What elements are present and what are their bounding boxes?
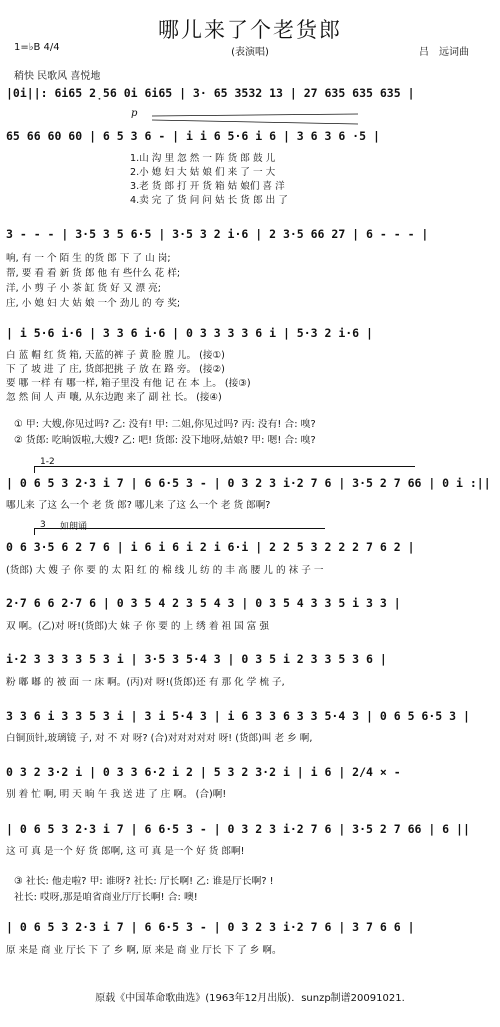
score-line-10-notes: 3 3 6 i 3 3 5 3 i | 3 i 5·4 3 | i 6 3 3 6 3 3 5·4 3 | 0 6 5 6·5 3 |: [6, 709, 470, 723]
lyrics-line-11: 别 着 忙 啊, 明 天 晌 午 我 送 进 了 庄 啊。 (合)啊!: [6, 789, 227, 800]
dialogue-3-line-1: ③ 社长: 他走啦? 甲: 谁呀? 社长: 厅长啊! 乙: 谁是厅长啊? !: [14, 876, 274, 887]
page-title: 哪儿来了个老货郎: [158, 18, 342, 42]
lyrics-line-4-verse-1: 白 蓝 帽 红 货 箱, 天蓝的裤 子 黄 脸 膛 儿。 (接①): [6, 350, 225, 361]
recitative-marking: 如朗诵: [60, 522, 88, 532]
lyrics-line-3-verse-3: 洋, 小 剪 子 小 茶 缸 货 好 又 漂 亮;: [6, 283, 161, 294]
volta-bracket-1-2: [34, 466, 415, 473]
score-line-6-notes: | 0 6 5 3 2·3 i 7 | 6 6·5 3 - | 0 3 2 3 i·2 7 6 | 3·5 2 7 66 | 0 i :||: [6, 476, 491, 490]
volta-label-1-2: 1-2: [40, 457, 55, 467]
score-line-14-notes: | 0 6 5 3 2·3 i 7 | 6 6·5 3 - | 0 3 2 3 i·2 7 6 | 3 7 6 6 |: [6, 920, 415, 934]
lyrics-line-10: 白铜顶针,玻璃镜 子, 对 不 对 呀? (合)对对对对对 呀! (货郎)叫 老 乡 啊,: [6, 733, 313, 744]
crescendo-hairpin: [150, 113, 360, 127]
score-line-7-notes: 0 6 3·5 6 2 7 6 | i 6 i 6 i 2 i 6·i | 2 2 5 3 2 2 2 7 6 2 |: [6, 540, 415, 554]
lyrics-line-12: 这 可 真 是一个 好 货 郎啊, 这 可 真 是一个 好 货 郎啊!: [6, 846, 245, 857]
lyrics-line-6: 哪儿来 了这 么一个 老 货 郎? 哪儿来 了这 么一个 老 货 郎啊?: [6, 500, 271, 511]
dynamic-mark-piano: p: [131, 108, 138, 119]
score-line-11-notes: 0 3 2 3·2 i | 0 3 3 6·2 i 2 | 5 3 2 3·2 i | i 6 | 2/4 × -: [6, 765, 401, 779]
score-line-12-notes: | 0 6 5 3 2·3 i 7 | 6 6·5 3 - | 0 3 2 3 i·2 7 6 | 3·5 2 7 66 | 6 ||: [6, 822, 470, 836]
subtitle: (表演唱): [231, 47, 269, 58]
lyrics-line-9: 粉 嘟 嘟 的 被 面 一 床 啊。(丙)对 呀!(货郎)还 有 那 化 学 梳 子,: [6, 677, 285, 688]
source-footer: 原载《中国革命歌曲选》(1963年12月出版)．sunzp制谱20091021.: [95, 993, 405, 1004]
volta-label-3: 3: [40, 520, 46, 530]
dialogue-2: ② 货郎: 吃晌饭啦,大嫂? 乙: 吧! 货郎: 没下地呀,姑娘? 甲: 嗯! 合: 嗅?: [14, 435, 316, 446]
lyrics-line-2-verse-3: 3.老 货 郎 打 开 货 箱 姑 娘们 喜 洋: [130, 181, 285, 192]
lyrics-line-2-verse-2: 2.小 媳 妇 大 姑 娘 们 来 了 一 大: [130, 167, 276, 178]
lyrics-line-14: 原 来是 商 业 厅长 下 了 乡 啊, 原 来是 商 业 厅长 下 了 乡 啊。: [6, 945, 282, 956]
lyrics-line-3-verse-2: 帮, 要 看 看 新 货 郎 他 有 些什么 花 样;: [6, 268, 181, 279]
key-signature: 1=♭B 4/4: [14, 42, 60, 53]
lyrics-line-4-verse-3: 要 哪 一样 有 哪一样, 箱子里没 有他 记 在 本 上。 (接③): [6, 378, 251, 389]
dialogue-3-line-2: 社长: 哎呀,那是咱省商业厅厅长啊! 合: 噢!: [14, 892, 198, 903]
dialogue-1: ① 甲: 大嫂,你见过吗? 乙: 没有! 甲: 二姐,你见过吗? 丙: 没有! 合: 嗅?: [14, 419, 316, 430]
tempo-marking: 稍快 民歌风 喜悦地: [14, 71, 101, 82]
score-line-1-notes: |0i||: 6i65 2̣56 0i 6i65 | 3· 65 3532 13 | 27 635 635 635 |: [6, 86, 415, 100]
lyrics-line-7: (货郎) 大 嫂 子 你 要 的 太 阳 红 的 棉 线 儿 纺 的 丰 高 腰 儿 的 袜 子 一: [6, 565, 324, 576]
lyrics-line-4-verse-4: 忽 然 间 人 声 嚷, 从东边跑 来了 副 社 长。 (接④): [6, 392, 222, 403]
lyrics-line-3-verse-1: 响, 有 一 个 陌 生 的货 郎 下 了 山 岗;: [6, 253, 171, 264]
lyrics-line-2-verse-4: 4.卖 完 了 货 问 问 姑 长 货 郎 出 了: [130, 195, 288, 206]
score-line-9-notes: i·2 3 3 3 3 5 3 i | 3·5 3 5·4 3 | 0 3 5 i 2 3 3 5 3 6 |: [6, 652, 387, 666]
score-line-8-notes: 2·7 6 6 2·7 6 | 0 3 5 4 2 3 5 4 3 | 0 3 5 4 3 3 5 i 3 3 |: [6, 596, 401, 610]
lyrics-line-3-verse-4: 庄, 小 媳 妇 大 姑 娘 一个 劲儿 的 夸 奖;: [6, 298, 181, 309]
score-line-2-notes: 65 66 60 60 | 6 5 3 6 - | i i 6 5·6 i 6 | 3 6 3 6 ·5 |: [6, 129, 380, 143]
lyrics-line-8: 双 啊。(乙)对 呀!(货郎)大 妹 子 你 要 的 上 绣 着 祖 国 富 强: [6, 621, 269, 632]
score-line-3-notes: 3 - - - | 3·5 3 5 6·5 | 3·5 3 2 i·6 | 2 3·5 66 27 | 6 - - - |: [6, 227, 429, 241]
lyrics-line-2-verse-1: 1.山 沟 里 忽 然 一 阵 货 郎 鼓 儿: [130, 153, 276, 164]
score-line-4-notes: | i 5·6 i·6 | 3 3 6 i·6 | 0 3 3 3 3 6 i | 5·3 2 i·6 |: [6, 326, 373, 340]
composer-credit: 吕 远词曲: [419, 47, 469, 58]
lyrics-line-4-verse-2: 下 了 坡 进 了 庄, 货郎把挑 子 放 在 路 旁。 (接②): [6, 364, 225, 375]
